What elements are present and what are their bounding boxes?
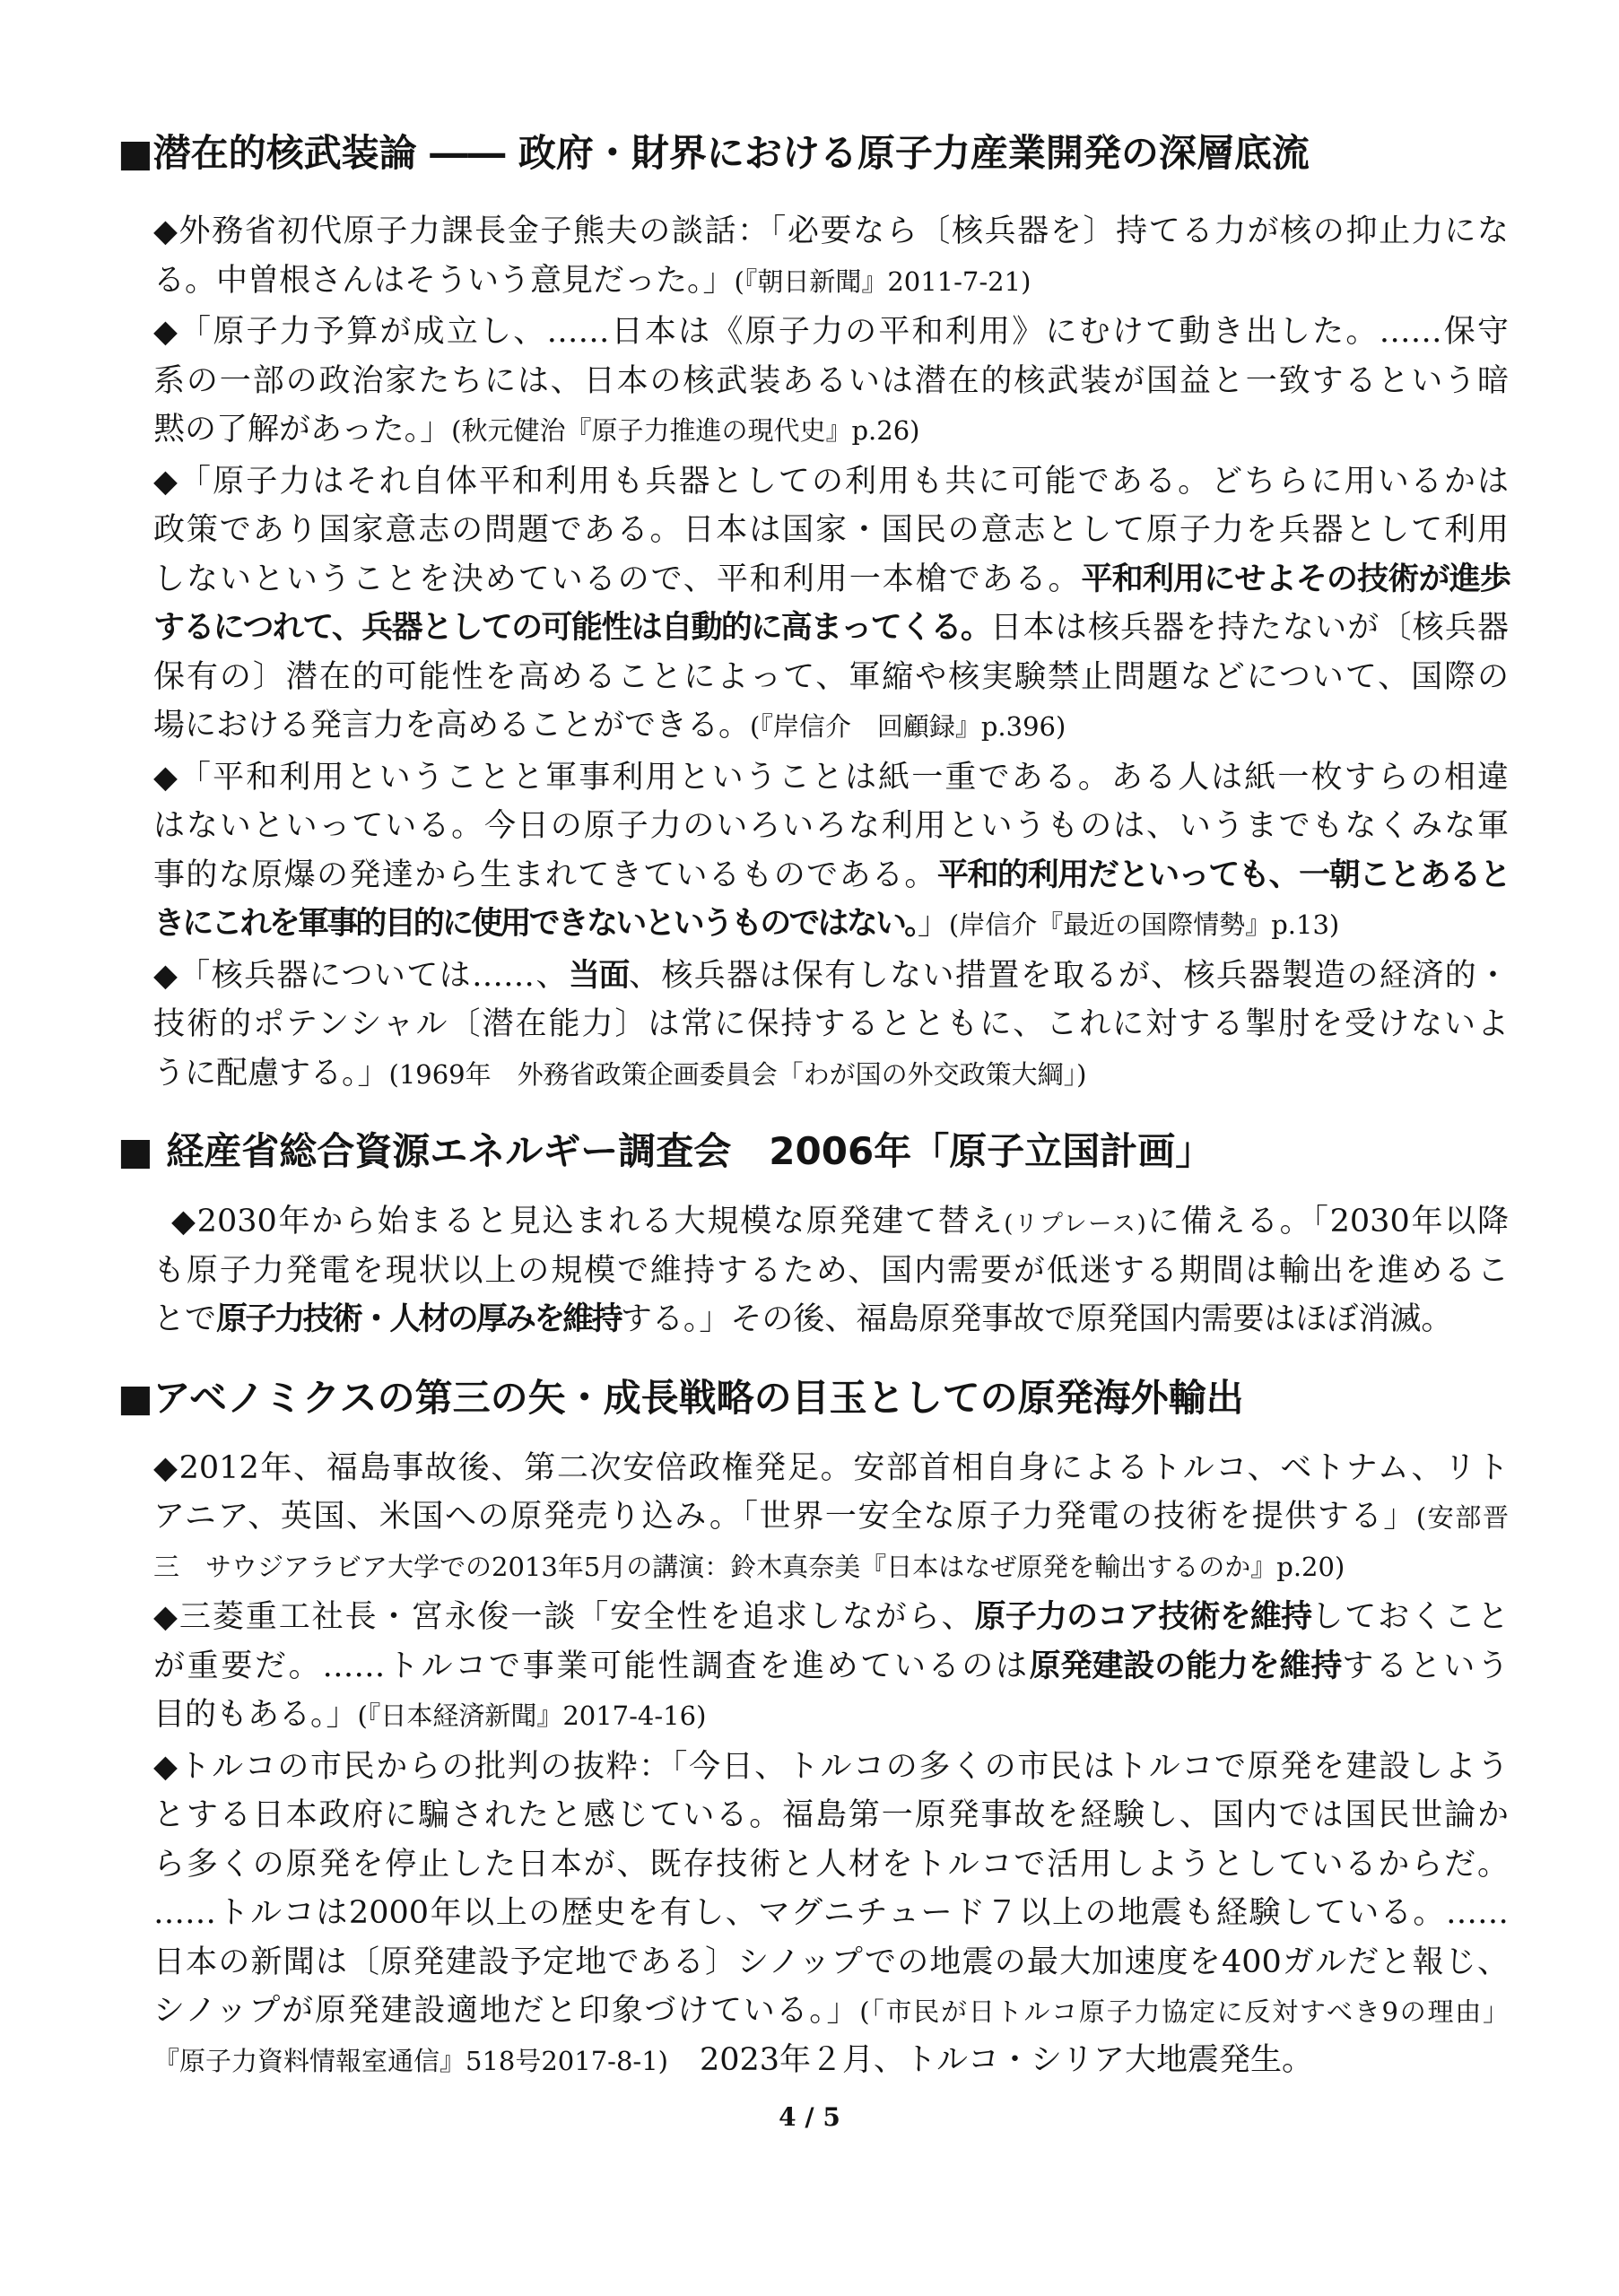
body-text: ら多くの原発を停止した日本が、既存技術と人材をトルコで活用しようとしているからだ。 — [153, 1846, 1509, 1883]
text-line — [153, 1743, 1509, 1792]
text-line — [153, 308, 1509, 357]
emphasis-text: 当面 — [568, 957, 629, 994]
paragraph — [118, 1593, 1509, 1740]
text-line — [153, 506, 1509, 555]
body-text: 」 — [917, 906, 949, 942]
body-text: 事的な原爆の発達から生まれてきているものである。 — [153, 857, 937, 893]
citation-text: (1969年 外務省政策企画委員会「わが国の外交政策大綱」) — [388, 1058, 1087, 1090]
text-line — [153, 357, 1509, 406]
body-text: に備える。「2030年以降 — [1145, 1204, 1510, 1239]
text-line — [153, 900, 1509, 949]
text-line — [153, 1593, 1509, 1642]
section-heading: ■アベノミクスの第三の矢・成長戦略の目玉としての原発海外輸出 — [118, 1375, 1244, 1420]
body-text: ◆「原子力予算が成立し、……日本は《原子力の平和利用》にむけて動き出した。……保守 — [153, 314, 1509, 350]
body-text: シノップが原発建設適地だと印象づけている。」 — [153, 1993, 860, 2029]
body-text: とする日本政府に騙されたと感じている。福島第一原発事故を経験し、国内では国民世論か — [153, 1797, 1509, 1833]
emphasis-text: きにこれを軍事的目的に使用できないというものではない。 — [153, 906, 918, 942]
citation-text: 三 サウジアラビア大学での2013年5月の講演：鈴木真奈美『日本はなぜ原発を輸出するのか』p.20) — [153, 1551, 1345, 1582]
section-heading: ■潜在的核武装論 ―― 政府・財界における原子力産業開発の深層底流 — [118, 131, 1310, 175]
body-text: とで — [153, 1301, 217, 1337]
body-text: 2023年２月、トルコ・シリア大地震発生。 — [667, 2041, 1314, 2078]
citation-text: 『原子力資料情報室通信』518号2017-8-1) — [153, 2045, 668, 2076]
emphasis-text: するにつれて、兵器としての可能性は自動的に高まってくる。 — [153, 610, 991, 646]
body-text: 場における発言力を高めることができる。 — [153, 708, 751, 744]
body-text: しないということを決めているので、平和利用一本槍である。 — [153, 561, 1082, 597]
body-text: ◆2012年、福島事故後、第二次安倍政権発足。安部首相自身によるトルコ、ベトナム、リト — [153, 1449, 1509, 1486]
emphasis-text: 平和的利用だといっても、一朝ことあると — [936, 857, 1509, 893]
text-line — [153, 802, 1509, 851]
body-text: 日本の新聞は〔原発建設予定地である〕シノップでの地震の最大加速度を400ガルだと報じ、 — [153, 1944, 1509, 1980]
paragraph — [118, 1743, 1509, 2085]
paragraph — [118, 753, 1509, 949]
text-line — [153, 555, 1509, 604]
body-text: も原子力発電を現状以上の規模で維持するため、国内需要が低迷する期間は輸出を進めるこ — [153, 1252, 1509, 1289]
body-text: 技術的ポテンシャル〔潜在能力〕は常に保持するとともに、これに対する掣肘を受けないよ — [153, 1006, 1509, 1042]
body-text: アニア、英国、米国への原発売り込み。「世界一安全な原子力発電の技術を提供する」 — [153, 1499, 1416, 1535]
text-line — [153, 1889, 1509, 1938]
emphasis-text: 原子力のコア技術を維持 — [974, 1599, 1312, 1635]
body-text: はないといっている。今日の原子力のいろいろな利用というものは、いうまでもなくみな軍 — [153, 808, 1509, 844]
paragraph — [118, 457, 1509, 751]
body-text: ◆「平和利用ということと軍事利用ということは紙一重である。ある人は紙一枚すらの相違 — [153, 759, 1509, 796]
text-line — [153, 1247, 1509, 1296]
text-line — [153, 1987, 1509, 2036]
paragraph — [118, 308, 1509, 455]
citation-text: (『岸信介 回顧録』p.396) — [750, 711, 1066, 742]
body-text: 日本は核兵器を持たないが〔核兵器 — [990, 610, 1509, 646]
text-line — [153, 701, 1509, 751]
section-heading: ■ 経産省総合資源エネルギー調査会 2006年「原子立国計画」 — [118, 1129, 1214, 1173]
paragraph — [118, 1197, 1509, 1344]
body-text: ◆外務省初代原子力課長金子熊夫の談話：「必要なら〔核兵器を〕持てる力が核の抑止力にな — [153, 213, 1509, 249]
body-text: ◆「核兵器については……、 — [153, 957, 569, 994]
paragraph — [118, 1444, 1509, 1591]
body-text: ◆「原子力はそれ自体平和利用も兵器としての利用も共に可能である。どちらに用いるかは — [153, 463, 1509, 500]
citation-text: (『日本経済新聞』2017-4-16) — [357, 1700, 707, 1731]
body-text: 系の一部の政治家たちには、日本の核武装あるいは潜在的核武装が国益と一致するという暗 — [153, 362, 1509, 399]
body-text: しておくこと — [1311, 1599, 1510, 1635]
document-section — [118, 126, 1509, 1098]
emphasis-text: 原発建設の能力を維持 — [1029, 1648, 1343, 1684]
text-line — [153, 1642, 1509, 1692]
document-body — [118, 126, 1509, 2084]
emphasis-text: 原子力技術・人材の厚みを維持 — [216, 1301, 621, 1337]
body-text: が重要だ。……トルコで事業可能性調査を進めているのは — [153, 1648, 1030, 1684]
text-line — [153, 1444, 1509, 1493]
emphasis-text: 平和利用にせよその技術が進歩 — [1081, 561, 1509, 597]
text-line — [153, 2036, 1509, 2085]
body-text: する。」その後、福島原発事故で原発国内需要はほぼ消滅。 — [620, 1301, 1453, 1337]
text-line — [153, 257, 1509, 306]
text-line — [153, 1938, 1509, 1987]
body-text: 、核兵器は保有しない措置を取るが、核兵器製造の経済的・ — [629, 957, 1509, 994]
text-line — [153, 1791, 1509, 1840]
text-line — [153, 457, 1509, 507]
text-line — [153, 1542, 1509, 1591]
document-section — [118, 1125, 1509, 1344]
text-line — [153, 1492, 1509, 1542]
body-text: ……トルコは2000年以上の歴史を有し、マグニチュード７以上の地震も経験している。…… — [153, 1895, 1509, 1931]
body-text: 保有の〕潜在的可能性を高めることによって、軍縮や核実験禁止問題などについて、国際の — [153, 658, 1509, 695]
paragraph — [118, 207, 1509, 305]
text-line — [153, 1197, 1509, 1247]
body-text: 政策であり国家意志の問題である。日本は国家・国民の意志として原子力を兵器として利用 — [153, 512, 1509, 548]
body-text: うに配慮する。」 — [153, 1055, 389, 1091]
text-line — [153, 753, 1509, 803]
citation-text: (『朝日新聞』2011-7-21) — [734, 265, 1031, 297]
body-text: 目的もある。」 — [153, 1697, 358, 1733]
body-text: ◆三菱重工社長・宮永俊一談「安全性を追求しながら、 — [153, 1599, 975, 1635]
text-line — [153, 851, 1509, 900]
citation-text: (岸信介『最近の国際情勢』p.13) — [948, 909, 1340, 940]
body-text: するという — [1342, 1648, 1509, 1684]
text-line — [153, 604, 1509, 653]
text-line — [153, 207, 1509, 257]
text-line — [153, 1000, 1509, 1049]
citation-text: (「市民が日トルコ原子力協定に反対すべき9の理由」 — [859, 1996, 1510, 2027]
page-number: 4 / 5 — [779, 2102, 840, 2132]
citation-text: (秋元健治『原子力推進の現代史』p.26) — [451, 415, 920, 446]
body-text: ◆2030年から始まると見込まれる大規模な原発建て替え — [171, 1204, 1005, 1239]
text-line — [153, 405, 1509, 455]
text-line — [153, 1049, 1509, 1099]
text-line — [153, 653, 1509, 702]
body-text: ◆トルコの市民からの批判の抜粋：「今日、トルコの多くの市民はトルコで原発を建設しよう — [153, 1748, 1509, 1785]
text-line — [153, 1840, 1509, 1890]
text-line — [153, 952, 1509, 1001]
paragraph — [118, 952, 1509, 1099]
document-section — [118, 1371, 1509, 2085]
parenthetical-note: (リプレース) — [1004, 1211, 1146, 1238]
body-text: 黙の了解があった。」 — [153, 412, 452, 448]
text-line — [153, 1691, 1509, 1740]
text-line — [153, 1295, 1509, 1344]
citation-text: (安部晋 — [1415, 1502, 1509, 1533]
body-text: る。中曽根さんはそういう意見だった。」 — [153, 262, 735, 299]
